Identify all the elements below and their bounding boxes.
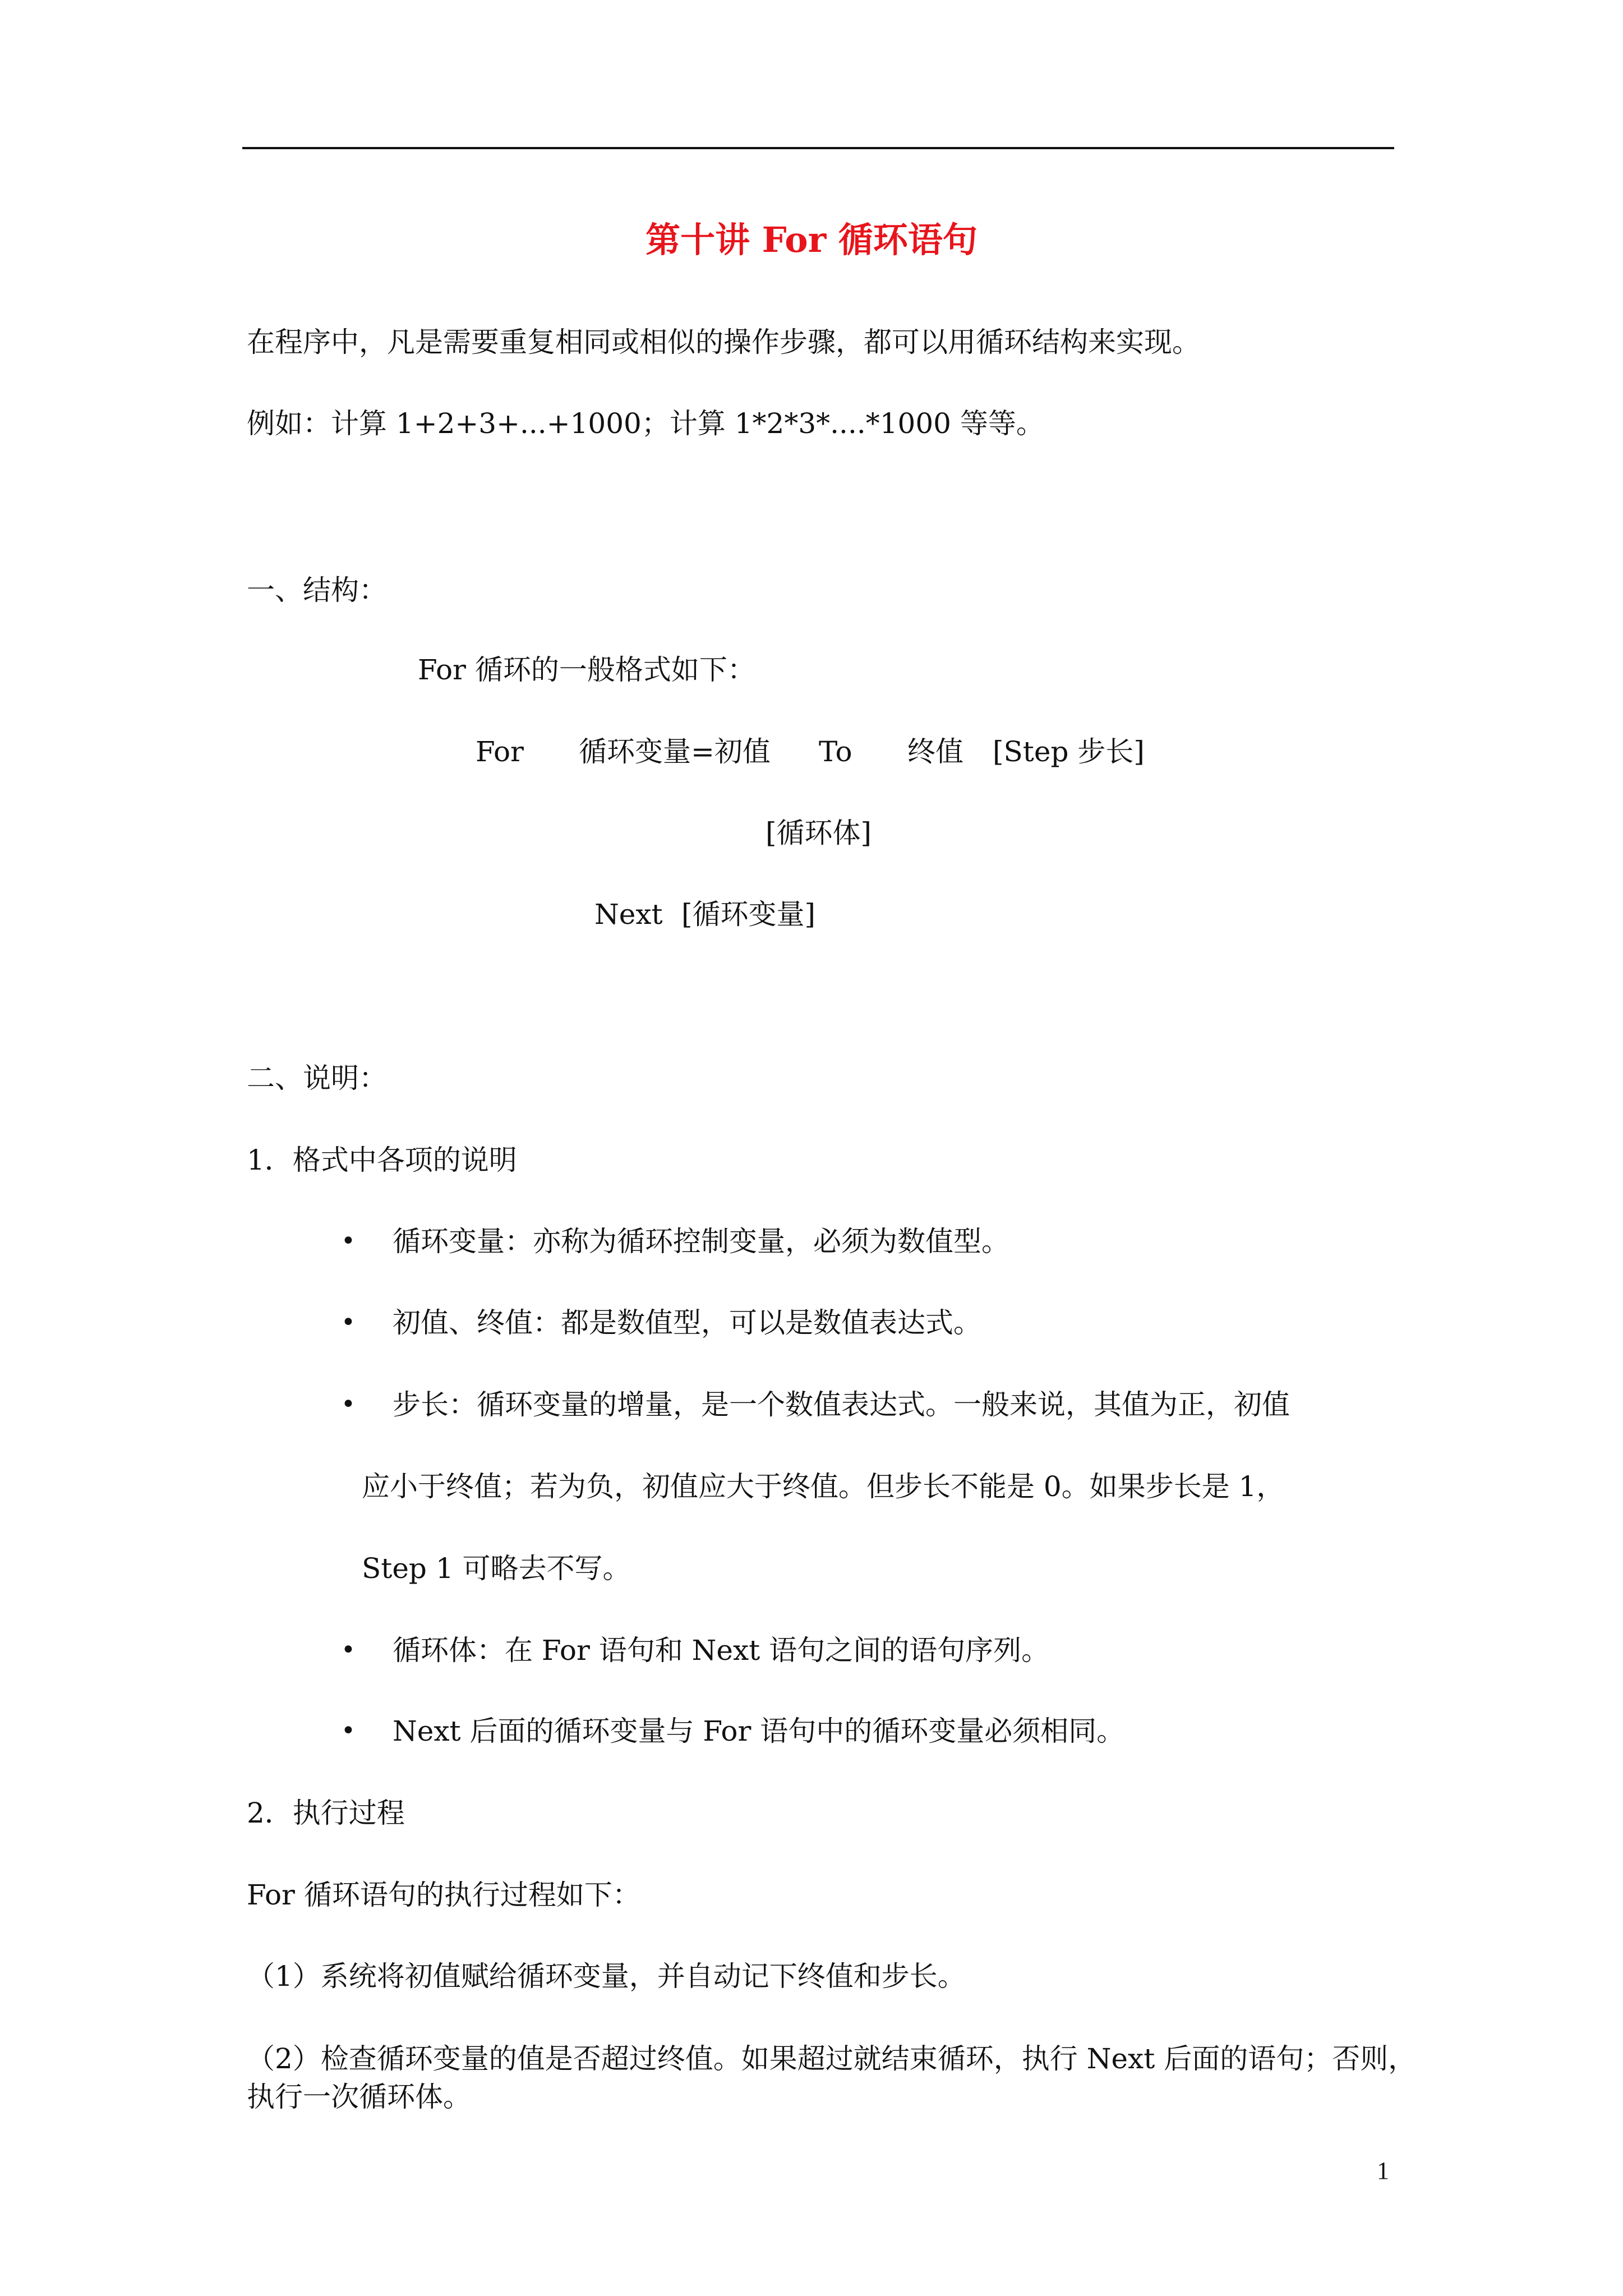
- subheading-process: 2．执行过程: [247, 1797, 405, 1829]
- syntax-next-keyword: Next: [594, 898, 663, 931]
- intro-paragraph-2: 例如：计算 1+2+3+...+1000；计算 1*2*3*....*1000 等等。: [247, 407, 1044, 440]
- syntax-next-var: [循环变量]: [681, 898, 816, 931]
- page-title: 第十讲 For 循环语句: [645, 219, 978, 260]
- bullet-marker: •: [341, 1227, 356, 1255]
- section-heading-structure: 一、结构：: [247, 574, 387, 606]
- bullet-continuation: 应小于终值；若为负，初值应大于终值。但步长不能是 0。如果步长是 1，: [362, 1470, 1285, 1503]
- syntax-to-keyword: To: [819, 735, 852, 768]
- bullet-marker: •: [341, 1636, 356, 1664]
- bullet-item: Next 后面的循环变量与 For 语句中的循环变量必须相同。: [393, 1715, 1125, 1747]
- subheading-items: 1．格式中各项的说明: [247, 1144, 517, 1176]
- process-step: （2）检查循环变量的值是否超过终值。如果超过就结束循环，执行 Next 后面的语句；否则，: [247, 2042, 1417, 2075]
- bullet-item: 循环变量：亦称为循环控制变量，必须为数值型。: [393, 1225, 1009, 1258]
- syntax-final: 终值: [907, 735, 963, 768]
- bullet-marker: •: [341, 1390, 356, 1419]
- syntax-init: 循环变量=初值: [579, 735, 771, 768]
- process-step: （1）系统将初值赋给循环变量，并自动记下终值和步长。: [247, 1960, 966, 1993]
- intro-paragraph-1: 在程序中，凡是需要重复相同或相似的操作步骤，都可以用循环结构来实现。: [247, 326, 1200, 358]
- bullet-marker: •: [341, 1717, 356, 1745]
- process-step-continuation: 执行一次循环体。: [247, 2081, 471, 2113]
- bullet-item: 步长：循环变量的增量，是一个数值表达式。一般来说，其值为正，初值: [393, 1388, 1290, 1421]
- bullet-item: 循环体：在 For 语句和 Next 语句之间的语句序列。: [393, 1634, 1050, 1667]
- section-heading-explanation: 二、说明：: [247, 1062, 387, 1094]
- bullet-continuation: Step 1 可略去不写。: [362, 1552, 631, 1585]
- process-intro: For 循环语句的执行过程如下：: [247, 1879, 640, 1911]
- syntax-body: [循环体]: [766, 817, 872, 849]
- format-intro: For 循环的一般格式如下：: [418, 654, 755, 686]
- bullet-item: 初值、终值：都是数值型，可以是数值表达式。: [393, 1306, 981, 1339]
- bullet-marker: •: [341, 1308, 356, 1337]
- header-rule: [242, 147, 1394, 149]
- page-number: 1: [1377, 2157, 1389, 2184]
- syntax-for-keyword: For: [476, 735, 524, 768]
- syntax-step: [Step 步长]: [993, 735, 1145, 768]
